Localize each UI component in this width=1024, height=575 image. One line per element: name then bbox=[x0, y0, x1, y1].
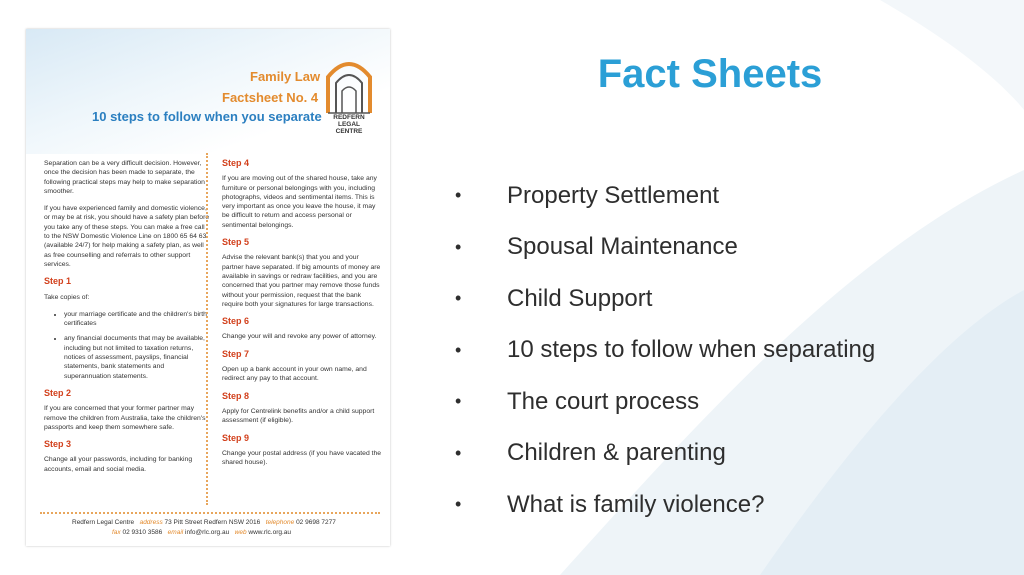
bullet-icon: • bbox=[455, 236, 462, 257]
list-item bbox=[455, 479, 875, 531]
footer-divider bbox=[40, 512, 380, 514]
step-text: Change all your passwords, including for banking accounts, email and social media. bbox=[44, 456, 193, 473]
step-heading: Step 6 bbox=[222, 316, 250, 327]
bullet-icon: • bbox=[455, 339, 462, 360]
logo-text: REDFERN LEGAL CENTRE bbox=[333, 114, 365, 135]
step-heading: Step 4 bbox=[222, 158, 250, 168]
list-item bbox=[455, 222, 875, 274]
list-item-label: 10 steps to follow when separating bbox=[507, 336, 876, 364]
bullet-icon: • bbox=[455, 442, 462, 463]
list-item-label: The court process bbox=[507, 387, 700, 415]
list-item-label: Property Settlement bbox=[507, 181, 720, 209]
factsheet-left-column bbox=[44, 159, 212, 482]
list-item-label: Spousal Maintenance bbox=[507, 233, 738, 261]
factsheet-title-line1: Family Law bbox=[250, 69, 321, 84]
list-item bbox=[455, 170, 875, 222]
bullet-icon: • bbox=[455, 494, 462, 515]
bullet-icon: • bbox=[455, 288, 462, 309]
step-heading: Step 9 bbox=[222, 432, 250, 443]
factsheet-footer-contact: Redfern Legal Centre address 73 Pitt Street Redfern NSW 2016 telephone 02 9698 7277 bbox=[72, 519, 336, 526]
factsheet-image bbox=[26, 29, 390, 546]
fact-sheet-list bbox=[455, 170, 875, 531]
column-divider bbox=[206, 153, 208, 505]
step-text: Take copies of: bbox=[44, 293, 90, 301]
step-text: If you are concerned that your former partner may remove the children from Australia, take the children's passports and keep them somewhere safe. bbox=[44, 405, 206, 431]
factsheet-title-line3: 10 steps to follow when you separate bbox=[92, 109, 322, 124]
list-item-label: What is family violence? bbox=[507, 490, 765, 518]
list-item-label: Children & parenting bbox=[507, 439, 726, 467]
list-item bbox=[455, 376, 875, 428]
step-heading: Step 1 bbox=[44, 276, 72, 287]
list-item: • your marriage certificate and the children's birth certificates bbox=[64, 310, 212, 329]
step-heading: Step 3 bbox=[44, 439, 72, 450]
list-item: • any financial documents that may be available, including but not limited to taxation returns, notices of assessment, payslips, financial statements, bank statements and superannuation statements. bbox=[64, 334, 212, 380]
factsheet-footer-online: fax 02 9310 3586 email info@rlc.org.au web www.rlc.org.au bbox=[112, 529, 292, 536]
page-title: Fact Sheets bbox=[597, 52, 823, 96]
list-item bbox=[455, 428, 875, 480]
list-item bbox=[455, 273, 875, 325]
step-heading: Step 5 bbox=[222, 237, 250, 248]
step-heading: Step 7 bbox=[222, 348, 250, 359]
step-heading: Step 2 bbox=[44, 387, 72, 398]
step-text: Change your postal address (if you have vacated the shared house). bbox=[222, 449, 382, 467]
step-list bbox=[44, 310, 212, 381]
step-text: Apply for Centrelink benefits and/or a child support assessment (if eligible). bbox=[222, 407, 375, 425]
intro-paragraph: Separation can be a very difficult decision. However, once the decision has been made to separate, the following practical steps may help to make separation smoother. bbox=[44, 160, 205, 195]
step-text: Change your will and revoke any power of attorney. bbox=[222, 333, 377, 341]
factsheet-title-line2: Factsheet No. 4 bbox=[222, 90, 319, 105]
step-text: Open up a bank account in your own name, and redirect any pay to that account. bbox=[222, 366, 367, 383]
bullet-icon: • bbox=[455, 185, 462, 206]
list-item bbox=[455, 325, 875, 377]
step-text: If you are moving out of the shared house, take any furniture or personal belongings with you, including photographs, videos and sentimental items. This is very important as once you leave the house, it may be difficult to return and access personal or sentimental belongings. bbox=[222, 175, 377, 229]
list-item-label: Child Support bbox=[507, 284, 653, 312]
bullet-icon: • bbox=[455, 391, 462, 412]
intro-paragraph: If you have experienced family and domestic violence, or may be at risk, you should have a safety plan before you take any of these steps. You can make a free call to the NSW Domestic Violence Line on 1800 65 64 63 (available 24/7) for help making a safety plan, as well as free counselling and referrals to other support services. bbox=[44, 205, 210, 268]
step-heading: Step 8 bbox=[222, 390, 250, 401]
factsheet-right-column bbox=[222, 153, 382, 475]
step-text: Advise the relevant bank(s) that you and your partner have separated. If big amounts of money are available in savings or redraw facilities, and you are concerned that you partner may remove those funds without your permission, request that the bank require both your signatures for large transactions. bbox=[222, 254, 381, 308]
